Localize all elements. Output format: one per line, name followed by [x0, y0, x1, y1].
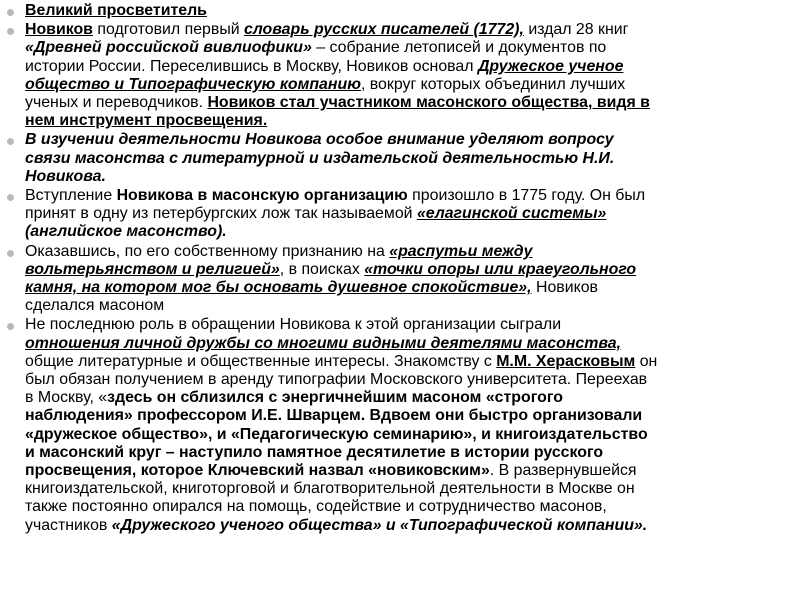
text-run: Вступление [25, 187, 117, 205]
text-run: также постоянно опирался на помощь, содействие и сотрудничество масонов, [25, 498, 607, 516]
text-run: Новиков [531, 279, 599, 297]
text-run: общие литературные и общественные интересы. Знакомству с [25, 352, 497, 370]
text-run: В изучении деятельности Новикова особое внимание уделяют вопросу [25, 131, 614, 149]
text-line [25, 187, 800, 205]
text-run: словарь русских писателей (1772), [244, 21, 524, 39]
text-run: нем инструмент просвещения. [25, 112, 268, 130]
text-run: Дружеское ученое [477, 57, 624, 75]
text-run: «дружеское общество», и «Педагогическую семинарию», и книгоиздательство [25, 425, 648, 443]
text-line [25, 223, 800, 241]
text-line [25, 480, 800, 498]
text-line [25, 94, 800, 112]
text-run: . В развернувшейся [489, 462, 637, 480]
text-run: М.М. Херасковым [496, 352, 636, 370]
text-run: связи масонства с литературной и издательской деятельностью Н.И. [25, 149, 615, 167]
text-line [25, 389, 800, 407]
text-run: издал 28 книг [523, 21, 629, 39]
text-run: «Древней российской вивлиофики» [25, 39, 312, 57]
text-line [25, 131, 800, 149]
text-line [25, 316, 800, 334]
bullet-dot-icon [7, 9, 14, 16]
text-run: произошло в 1775 году. Он был [407, 187, 646, 205]
text-line [25, 150, 800, 168]
text-run: сделался масоном [25, 297, 165, 315]
text-run: ученых и переводчиков. [25, 94, 208, 112]
text-run: участников [25, 516, 112, 534]
slide-body [0, 2, 800, 598]
bullet-item [0, 21, 800, 130]
text-line [25, 335, 800, 353]
text-line [25, 2, 800, 20]
text-line [25, 353, 800, 371]
text-run: (английское масонство). [25, 223, 227, 241]
bullet-dot-icon [7, 194, 14, 201]
text-run: Новикова в масонскую организацию [116, 187, 408, 205]
bullet-item [0, 316, 800, 534]
text-run: Не последнюю роль в обращении Новикова к этой организации сыграли [25, 316, 562, 334]
text-run: и масонский круг – наступило памятное десятилетие в истории русского [25, 443, 604, 461]
text-line [25, 297, 800, 315]
text-line [25, 407, 800, 425]
text-line [25, 205, 800, 223]
text-run: был обязан получением в аренду типографии Московского университета. Переехав [25, 371, 648, 389]
text-run: Новиков [25, 21, 93, 39]
text-run: , вокруг которых объединил лучших [360, 75, 626, 93]
text-line [25, 462, 800, 480]
text-line [25, 261, 800, 279]
text-line [25, 243, 800, 261]
text-line [25, 426, 800, 444]
text-run: подготовил первый [92, 21, 245, 39]
text-run: истории России. Переселившись в Москву, Новиков основал [25, 57, 478, 75]
text-line [25, 517, 800, 535]
text-run: книгоиздательской, книготорговой и благотворительной деятельности в Москве он [25, 480, 635, 498]
text-run: принят в одну из петербургских лож так называемой [25, 205, 417, 223]
text-run: в Москву, « [25, 389, 108, 407]
text-line [25, 21, 800, 39]
text-run: Оказавшись, по его собственному признанию на [25, 242, 390, 260]
text-run: «Дружеского ученого общества» и «Типографической компании». [111, 516, 648, 534]
bullet-item [0, 243, 800, 316]
text-run: здесь он сблизился с энергичнейшим масоном «строгого [107, 389, 563, 407]
text-run: «точки опоры или краеугольного [364, 260, 637, 278]
text-line [25, 76, 800, 94]
bullet-item [0, 131, 800, 186]
text-line [25, 444, 800, 462]
text-run: – собрание летописей и документов по [311, 39, 607, 57]
text-run: вольтерьянством и религией» [25, 260, 280, 278]
text-run: наблюдения» профессором И.Е. Шварцем. Вдвоем они быстро организовали [25, 407, 643, 425]
bullet-item [0, 187, 800, 242]
text-run: общество и Типографическую компанию [25, 75, 361, 93]
text-run: Новиков стал участником масонского общества, видя в [207, 94, 650, 112]
text-line [25, 279, 800, 297]
text-run: просвещения, которое Ключевский назвал «новиковским» [25, 462, 490, 480]
text-line [25, 112, 800, 130]
text-line [25, 371, 800, 389]
text-run: Новикова. [25, 167, 106, 185]
text-run: «распутьи между [389, 242, 533, 260]
text-line [25, 168, 800, 186]
text-line [25, 498, 800, 516]
text-run: Великий просветитель [25, 2, 207, 19]
bullet-dot-icon [7, 250, 14, 257]
text-run: отношения личной дружбы со многими видными деятелями масонства, [25, 334, 622, 352]
bullet-dot-icon [7, 323, 14, 330]
text-line [25, 39, 800, 57]
bullet-list [0, 2, 800, 535]
text-run: он [635, 352, 658, 370]
text-run: «елагинской системы» [416, 205, 607, 223]
text-line [25, 58, 800, 76]
text-run: камня, на котором мог бы основать душевное спокойствие», [25, 279, 532, 297]
bullet-dot-icon [7, 28, 14, 35]
bullet-dot-icon [7, 138, 14, 145]
text-run: , в поисках [279, 260, 365, 278]
bullet-item [0, 2, 800, 20]
